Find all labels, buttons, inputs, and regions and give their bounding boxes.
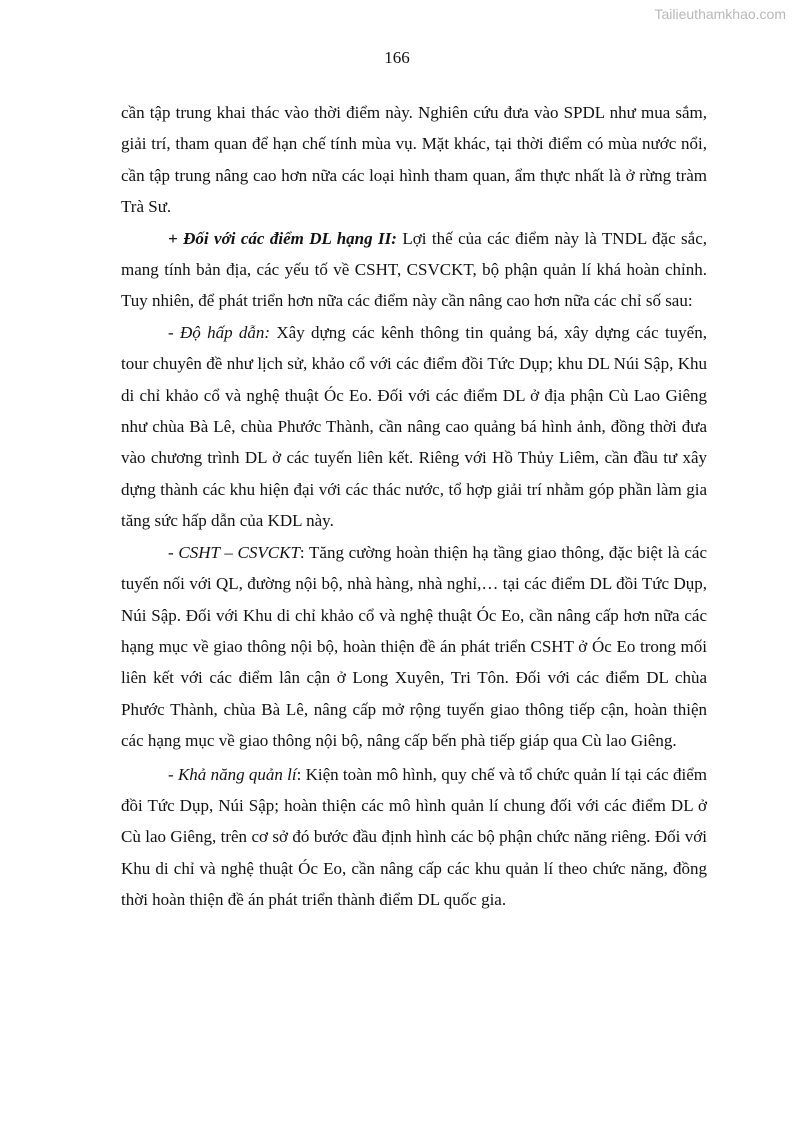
paragraph-grade-ii-points [121,223,707,317]
list-dash: - [168,322,180,342]
list-dash: - [168,542,179,562]
criterion-label: CSHT – CSVCKT [178,542,300,562]
paragraph-text: cần tập trung khai thác vào thời điểm này. Nghiên cứu đưa vào SPDL như mua sắm, giải trí, tham quan để hạn chế tính mùa vụ. Mặt khác, tại thời điểm có mùa nước nổi, cần tập trung nâng cao hơn nữa các loại hình tham quan, ẩm thực nhất là ở rừng tràm Trà Sư. [121,103,707,217]
criterion-label: Độ hấp dẫn: [179,322,271,342]
paragraph-infrastructure [121,537,707,757]
paragraph-text: Xây dựng các kênh thông tin quảng bá, xây dựng các tuyến, tour chuyên đề như lịch sử, khảo cổ với các điểm đồi Tức Dụp; khu DL Núi Sập, Khu di chỉ khảo cổ và nghệ thuật Óc Eo. Đối với các điểm DL ở địa phận Cù Lao Giêng như chùa Bà Lê, chùa Phước Thành, cần nâng cao quảng bá hình ảnh, đồng thời đưa vào chương trình DL ở các tuyến liên kết. Riêng với Hồ Thủy Liêm, cần đầu tư xây dựng thành các khu hiện đại với các thác nước, tổ hợp giải trí nhằm góp phần làm gia tăng sức hấp dẫn của KDL này. [121,322,707,531]
list-dash: - [168,764,178,784]
page-number: 166 [384,48,410,67]
watermark: Tailieuthamkhao.com [654,6,786,22]
paragraph-text: : Kiện toàn mô hình, quy chế và tổ chức quản lí tại các điểm đồi Tức Dụp, Núi Sập; hoàn thiện các mô hình quản lí chung đối với các điểm DL ở Cù lao Giêng, trên cơ sở đó bước đầu định hình các bộ phận chức năng riêng. Đối với Khu di chỉ và nghệ thuật Óc Eo, cần nâng cấp các khu quản lí theo chức năng, đồng thời hoàn thiện đề án phát triển thành điểm DL quốc gia. [121,764,707,910]
section-lead-heading: + Đối với các điểm DL hạng II: [168,228,397,248]
document-body [121,97,707,916]
paragraph-text: : Tăng cường hoàn thiện hạ tầng giao thông, đặc biệt là các tuyến nối với QL, đường nội bộ, nhà hàng, nhà nghỉ,… tại các điểm DL đồi Tức Dụp, Núi Sập. Đối với Khu di chỉ khảo cổ và nghệ thuật Óc Eo, cần nâng cấp hơn nữa các hạng mục về giao thông nội bộ, hoàn thiện đề án phát triển CSHT ở Óc Eo trong mối liên kết với các điểm lân cận ở Long Xuyên, Tri Tôn. Đối với các điểm DL chùa Phước Thành, chùa Bà Lê, nâng cấp mở rộng tuyến giao thông tiếp cận, hoàn thiện các hạng mục về giao thông nội bộ, nâng cấp bến phà tiếp giáp qua Cù lao Giêng. [121,542,707,751]
paragraph-management [121,759,707,916]
paragraph-text: Lợi thế của các điểm này là TNDL đặc sắc, mang tính bản địa, các yếu tố về CSHT, CSVCKT, bộ phận quản lí khá hoàn chỉnh. Tuy nhiên, để phát triển hơn nữa các điểm này cần nâng cao hơn nữa các chỉ số sau: [121,228,707,311]
criterion-label: Khả năng quản lí [177,764,297,784]
paragraph-continuation [121,97,707,223]
paragraph-attractiveness [121,317,707,537]
